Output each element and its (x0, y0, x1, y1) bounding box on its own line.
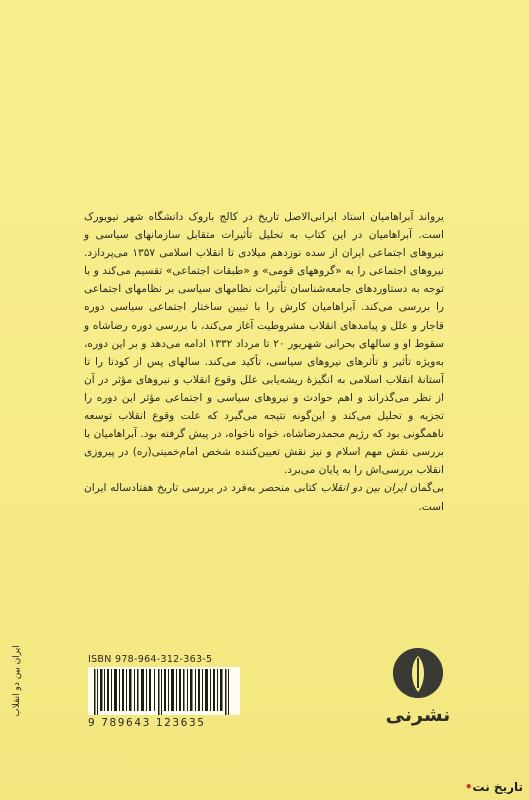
blurb-paragraph-2 (84, 479, 444, 515)
blurb-p2-end: کتابی منحصر به‌فرد در بررسی تاریخ هفتادساله ایران است. (84, 482, 444, 513)
spine-signature (2, 630, 32, 740)
publisher-name: نشرنی (385, 704, 451, 726)
isbn-block (88, 654, 240, 729)
blurb-paragraph-1: یرواند آبراهامیان استاد ایرانی‌الاصل تاریخ در کالج باروک دانشگاه شهر نیویورک است. آبراهامیان در این کتاب به تحلیل تأثیرات متقابل سازمانهای سیاسی و نیروهای اجتماعی ایران از سده نوزدهم میلادی تا انقلاب اسلامی ۱۳۵۷ می‌پردازد. نیروهای اجتماعی را به «گروههای قومی» و «طبقات اجتماعی» تقسیم می‌کند و با توجه به دستاوردهای جامعه‌شناسان تأثیرات نظامهای سیاسی بر نظامهای اجتماعی را بررسی می‌کند. آبراهامیان کارش را با تبیین ساختار اجتماعی سیاسی دوره قاجار و علل و پیامدهای انقلاب مشروطیت آغاز می‌کند، با بررسی دوره رضاشاه و سقوط او و سالهای بحرانی شهریور ۲۰ تا مرداد ۱۳۳۲ ادامه می‌دهد و بر این دوره، به‌ویژه تأثیر و تأثرهای نیروهای سیاسی، تأکید می‌کند. سالهای پس از کودتا را تا آستانهٔ انقلاب اسلامی به انگیزهٔ ریشه‌یابی علل وقوع انقلاب و نیروهای مؤثر در آن از نظر می‌گذراند و اهم حوادث و نیروهای سیاسی و اجتماعی مؤثر این دوره را تجزیه و تحلیل می‌کند و این‌گونه نتیجه می‌گیرد که علت وقوع انقلاب توسعه ناهمگونی بود که رژیم محمدرضاشاه، خواه ناخواه، در پیش گرفته بود. آبراهامیان با بررسی نقش مهم اسلام و نیز نقش تعیین‌کننده شخص امام‌خمینی(ره) در پیروزی انقلاب بررسی‌اش را به پایان می‌برد. (84, 211, 445, 477)
watermark-text: تاریخ نت (472, 780, 523, 794)
book-title-inline: ایران بین دو انقلاب (320, 482, 407, 495)
watermark-dot-icon: • (464, 780, 473, 794)
blurb-text (84, 208, 444, 516)
isbn-digits: 9 789643 123635 (88, 717, 206, 729)
isbn-label: ISBN 978-964-312-363-5 (88, 654, 213, 665)
blurb-p2-start: بی‌گمان (406, 482, 444, 495)
watermark (465, 780, 523, 794)
publisher-logo-icon (393, 648, 443, 698)
barcode-icon (88, 667, 240, 715)
spine-text: ایران بین دو انقلاب (12, 645, 22, 717)
